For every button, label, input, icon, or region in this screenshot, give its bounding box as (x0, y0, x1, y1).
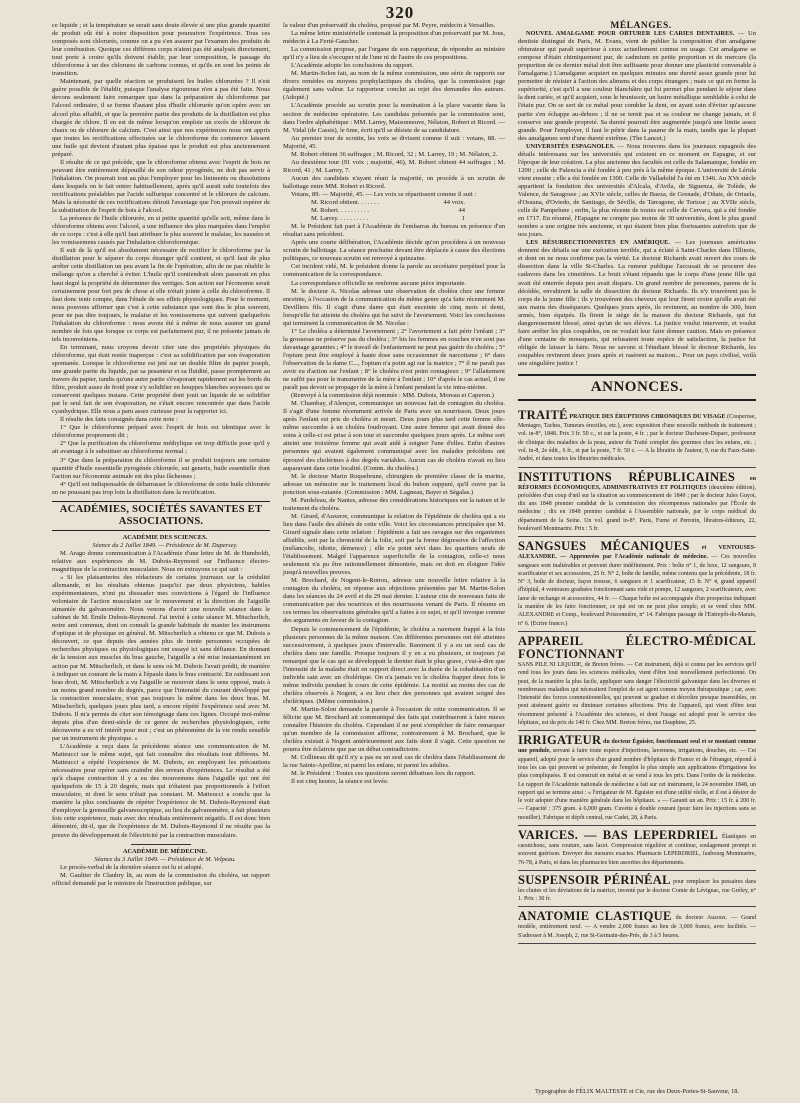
advert (518, 907, 756, 944)
paragraph: La commission propose, par l'organe de son rapporteur, de répondre au ministre qu'il n'y a lieu de s'occuper ni de l'une ni de l'autre de ces propositions. (283, 46, 505, 62)
vote-name: M. Robert. . . . . . . . . . (311, 207, 370, 215)
academy-heading: ACADÉMIE DE MÉDECINE. (122, 847, 208, 855)
advert (518, 537, 756, 632)
advert-tagline: PRATIQUE DES ÉRUPTIONS CHRONIQUES DU VISAGE (569, 414, 726, 421)
news-lead: LES RÉSURRECTIONNISTES EN AMÉRIQUE. (526, 239, 670, 247)
paragraph: 2° Que la purification du chloroforme méthylique est trop difficile pour qu'il y ait avantage à le substituer au chloroforme normal ; (52, 440, 270, 456)
paragraph: Le procès-verbal de la dernière séance est lu et adopté. (60, 863, 204, 871)
printer-footer: Typographie de FÉLIX MALTESTE et Cie, rue des Deux-Portes-St-Sauveur, 18. (534, 1088, 740, 1095)
paragraph: la valeur d'un préservatif du choléra, proposé par M. Peyre, médecin à Versailles. (283, 22, 496, 29)
advert (518, 826, 756, 871)
paragraph: Votans, 89. — Majorité, 45. — Les voix se répartissent comme il suit : (291, 190, 477, 198)
paragraph: La présence de l'huile chlorurée, en si petite quantité qu'elle soit, même dans le chloroforme obtenu avec l'alcool, a une influence des plus marquées dans l'emploi de ce corps : c'est à elle qu'il faut attribuer le plus souvent le malaise, les nausées et les vomissemens causés par l'inhalation chloroformique. (52, 215, 270, 247)
paragraph: En terminant, nous croyons devoir citer une des propriétés physiques du chloroforme, qui était restée inaperçue : c'est sa solidification par son évaporation spontanée. Lorsque le chloroforme est jeté sur un double filtre de papier joseph, une grande partie du liquide, par sa pesanteur et sa fluidité, passe promptement au travers du papier, tandis qu'une autre partie s'évaporant rapidement sur les bords du filtre, produit assez de froid pour s'y solidifier en houppes blanches soyeuses qui se conservent quelques instans. Cette propriété dont jouit un liquide de se solidifier par le seul fait de son évaporation, ne s'était encore rencontrée que dans l'acide cyanhydrique. Elle nous a paru assez curieuse pour la rapporter ici. (52, 343, 270, 416)
vote-name: M. Larrey. . . . . . . . . . (311, 215, 369, 223)
paragraph: L'Académie a reçu dans la précédente séance une communication de M. Matteucci sur le même sujet, qui fait connaître des résultats tout différens. M. Matteucci a répété l'expérience de M. Dubois, en employant les précautions nécessaires pour opérer sans craindre des erreurs d'expériences. Le résultat a été qu'à chaque contraction il y a eu des mouvemens dans l'aiguille qui ont été quelquefois de 15 à 20 degrés, mais qui n'étaient pas proportionnels à l'effort musculaire, ni dont le sens n'était pas constant. M. Matteucci a conclu que la manière la plus concluante de répéter l'expérience de M. Dubois-Reymond était d'employer la grenouille galvanoscopique, au lieu du galvanomètre, a fait plusieurs fois cette expérience, mais avec des résultats entièrement négatifs. Il est donc bien démontré, dit-il, que de l'expérience de M. Dubois-Reymond il ne résulte pas la preuve du développement de l'électricité par la contraction musculaire. (52, 742, 270, 839)
advert-text: du docteur Auzoux. — Grand modèle, entièrement neuf. — A vendre 2,000 francs au lieu de 3,000 francs, avec facilités. — S'adresser à M. Joseph, 2, rue St-Germain-des-Prés, de 3 à 5 heures. (518, 915, 756, 939)
advert-headline: VARICES. — BAS LEPERDRIEL (518, 828, 719, 842)
paragraph: ce liquide ; et la température se serait sans doute élevée si une plus grande quantité de produit eût été à notre disposition pour poursuivre l'expérience. Tous ces composés sont chlorurés, comme on a pu s'en assurer par l'examen des produits de leur combustion. Quoique ces différens corps n'aient pas été analysés directement, tout porte à croire qu'ils doivent établir, par leur composition, le passage du chloroforme à un des chlorures de carbone connus, et qu'ils en sont les points de transition. (52, 22, 270, 78)
news-item (518, 239, 756, 368)
paragraph: La même lettre ministérielle contenait la proposition d'un préservatif par M. Jous, médecin à La Ferté-Gaucher. (283, 30, 505, 46)
advert-text: (deuxième édition), précédées d'un coup d'œil sur la situation au commencement de 1849 ; par le docteur Jules Guyot, dix ans 1848 premier candidat de la commission des récompenses nationales par l'École de médecine ; dix en 1848 premier candidat à l'Assemblée nationale, par le corps médical du département de la Seine. Un vol. grand in-8°. Paris, Furne et Perrotin, libraires-éditeurs, 22, boulevard Montmartre. Prix : 5 fr. (518, 484, 756, 532)
session-line: Séance du 2 Juillet 1849. — Présidence de M. Dupersey. (92, 541, 238, 549)
paragraph: M. Arago donne communication à l'Académie d'une lettre de M. de Humboldt, relative aux expériences de M. Dubois-Reymond sur l'influence électro-magnétique de la contraction musculaire. Nous en extrayons ce qui suit : (52, 549, 270, 573)
paragraph: M. Robert obtient 36 suffrages ; M. Ricord, 32 ; M. Larrey, 19 ; M. Nélaton, 2. (291, 150, 498, 158)
advert-text: (Couperose, Mentagre, Taches, Tumeurs érectiles, etc.), avec exposition d'une nouvelle méthode de traitement ; vol. in-8°, 1848. Prix 3 fr. 50 c., et sur la poste, 4 fr. ; par le docteur Duchesne-Duparc, professeur de clinique des maladies de la peau, auteur du Traité complet des gourmes chez les enfans, etc. ; vol. in-8, 2e édit., 6 fr., et par la poste, 7 fr. 50 c. — A la librairie de l'auteur, 9, rue du Faux-Saint-André, et dans toutes les librairies médicales. (518, 414, 756, 463)
advert-text: SANS PILE NI LIQUIDE, de Breton frères. — Cet instrument, déjà si connu par les services qu'il rend tous les jours dans les sciences médicales, vient d'être tout nouvellement perfectionné. On peut, de la manière la plus facile, appliquer sans danger l'électricité galvanique dans les diverses et nombreuses maladies qui nécessitent l'emploi de cet agent comme moyen thérapeutique ; car, avec l'intensité des forces commotionnelles, qui peuvent se graduer et décroître presque insensibles, on peut aisément guérir ou diminuer certaines affections. Prix de l'appareil, qui vient d'être tout récemment présenté à l'Académie des sciences, et dont l'usage est adopté pour le service des hôpitaux, est du prix de 140 fr. Chez MM. Breton frères, rue Dauphine, 25. (518, 661, 756, 727)
column-middle (283, 22, 505, 786)
news-text: — Les journaux américains donnent des détails sur une exécution terrible, qui a éclaté à Saint-Charles dans l'Illinois, et dont on ne nous confirme pas la vérité. Le docteur Richards avait ouvert des cours de dissection dans la ville St-Charles. La rumeur publique l'accusait de se procurer des cadavres dans les cimetières. Le bruit s'étant répandu que le corps d'une jeune fille qui avait été enterrée depuis peu avait disparu. Un grand nombre de personnes, parens de la décédée, envahirent la salle de dissection du docteur Richards. Ils n'y trouvèrent pas le corps de la jeune fille ; ils y trouvèrent des cheveux qui leur firent croire qu'elle avait été aux mains des disséqueurs. Quelques jours après, ils revinrent, au nombre de 300, bien armés, bien équipés. Ils firent le siège de la maison du docteur Richards, qui fut dangereusement blessé, ainsi qu'un de ses élèves. La justice voulut intervenir, et voulut faire arrêter les plus coupables, on ne voulait leur faire donner caution. Mais en présence d'une centaine de mousquets, qui refusaient toute espèce de satisfaction, la justice fut obligée de laisser la faire. Nous ne savons si l'étudiant blessé le docteur Richards, les coupables revinrent deux jours après et rasèrent sa maison... Pour un pays civilisé, voilà une singulière justice ! (518, 239, 756, 367)
paragraph: M. le docteur A. Nicolas adresse une observation de choléra chez une femme enceinte, à l'occasion de la communication du même genre qu'a faite récemment M. Devilliers fils. Il s'agit d'une dame qui était enceinte de cinq mois et demi, lorsqu'elle fut atteinte du choléra qui fut suivi de l'avortement. Voici les conclusions qui terminent la communication de M. Nicolas : (283, 287, 505, 327)
paragraph: (Renvoyé à la commission déjà nommée : MM. Dubois, Moreau et Caperon.) (291, 392, 494, 400)
advert-text: pour remplacer les pessaires dans les chutes et les déviations de la matrice, inventé par le docteur Comte de Lévignac, rue Gréfey, n° 1. Prix : 30 fr. (518, 878, 757, 903)
paragraph: L'Académie procède au scrutin pour la nomination à la place vacante dans la section de médecine opératoire. Les candidats présentés par la commission sont, dans l'ordre alphabétique : MM. Larrey, Maisonneuve, Nélaton, Robert et Ricord. — M. Vidal (de Cassis), le 6me, écrit qu'il se désiste de sa candidature. (283, 102, 505, 134)
paragraph: Il résulte des faits consignés dans cette note : (60, 416, 178, 424)
paragraph: Depuis le commencement de l'épidémie, le choléra a rarement frappé à la fois plusieurs personnes de la même maison. Ces différentes personnes ont été atteintes successivement, à quelques jours d'intervalle. Rarement il y a eu un seul cas de choléra dans une famille. Presque toujours il y en a eu plusieurs, et toujours j'ai remarqué que le cas qui se développait le dernier était le plus grave, c'est-à-dire que l'intensité de la maladie était en rapport direct avec la durée de la cohabitation d'un individu sain avec un cholérique. On n'a jamais vu le choléra frapper deux fois le même individu pendant le cours de cette épidémie. La moitié au moins des cas de choléra observés à Nogent, a eu lieu chez des personnes qui avaient soigné des cholériques. (Même commission.) (283, 625, 505, 705)
vote-count: 44 voix. (443, 199, 465, 207)
advert-headline: SANGSUES MÉCANIQUES (518, 539, 690, 554)
paragraph: « Si les plaisanteries des rédacteurs de certains journaux sur la crédulité allemande, ni les résultats obtenus jusqu'ici par deux physiciens, habiles expérimentateurs, n'ont pu dissuader mes convictions à l'égard de l'influence volontaire de l'action musculaire sur le mouvement et la direction de l'aiguille aimantée du galvanomètre. Nous venons d'avoir une nouvelle séance dans le cabinet de M. Émile Dubois-Reymond. J'ai invité à cette séance M. Mitscherlich, notre ami commun, dont on connaît la grande habitude de manier les instrumens d'optique et de physique en général. M. Mitscherlich a obtenu ce que M. Dubois a découvert, ce que depuis des années plus de trente personnes occupées de recherches physiques ou physiologiques ont essayé ici sans défiance. En donnant de la tension aux muscles du bras gauche, l'aiguille a été mise instantanément en action par M. Mitscherlich, et dans le sens où M. Dubois l'avait prédit, de manière à indiquer un courant de la main à l'épaule dans le bras contracté. En raidissant son bras droit, M. Mitscherlich a vu l'aiguille se mouvoir dans le sens opposé, mais à un moins grand nombre de degrés, parce que l'intensité du courant développé par la contraction musculaire, n'est pas toujours le même dans les deux bras. M. Mitscherlich, quelques jours plus tard, a encore répété l'expérience seul avec M. Dubois. Il m'a permis de citer son témoignage dans ces lignes. Occupé moi-même depuis plus d'un demi-siècle de ce genre de recherches physiologiques, cette découverte a eu vif intérêt pour moi ; c'est un phénomène de la vie rendu sensible par un instrument de physique. » (52, 574, 270, 742)
advert-headline: ANATOMIE CLASTIQUE (518, 909, 672, 924)
page-number: 320 (385, 3, 415, 22)
paragraph: Maintenant, par quelle réaction se produisent les huiles chlorurées ? Il n'est guère possible de l'établir, puisque l'analyse rigoureuse n'en a pas été faite. Nous devons seulement faire remarquer que dans la préparation du chloroforme par l'alcool ordinaire, il se forme d'autant plus d'huile chlorurée qu'on opère avec un alcool plus affaibli, et que la première partie des produits de la distillation est plus chargée de chlore. Il en est de même lorsqu'on emploie un excès de chlorure de chaux ou de chlorure de calcium. C'est ainsi que nos expériences nous ont appris que toutes les rectifications effectuées sur le chloroforme du commerce laissent une huile qui devient d'autant plus épaisse que le produit est plus anciennement préparé. (52, 78, 270, 158)
advert-headline: INSTITUTIONS RÉPUBLICAINES (518, 469, 736, 484)
paragraph: M. le Président fait part à l'Académie de l'embarras du bureau en présence d'un résultat sans précédent. (283, 223, 505, 239)
vote-count: 1 (461, 215, 465, 223)
academy-heading: ACADÉMIE DES SCIENCES. (122, 533, 208, 541)
news-lead: NOUVEL AMALGAME POUR OBTURER LES CARIES DENTAIRES. (526, 30, 735, 38)
advert-headline: TRAITÉ (518, 408, 568, 423)
advert-text: servant à faire toute espèce d'injections, lavemens, irrigations, douches, etc. — Cet appareil, adopté pour le service d'un grand nombre d'hôpitaux de France et de l'étranger, répond à tous les cas qui peuvent se présenter, de l'emploi le plus simple aux applications d'irrigations les plus compliquées. Il est construit en métal et se vend à tous les prix. Dans l'ordre de la médecine. Le rapport de l'Académie nationale de médecine a fait sur cet instrument, le 24 novembre 1848, un rapport qui se termine ainsi : « l'irrigateur de M. Éguisier est d'une utilité réelle, et il est à désirer de le voir adopter d'une manière générale dans les hôpitaux. » — Garanti un an. Prix : 15 fr. à 200 fr. — Capacité : 375 gram. à 6,000 gram. Cuvette à double courant (pour faire les injections sans se mouiller). Fabrique et dépôt central, rue Cadet, 28, à Paris. (518, 748, 756, 821)
paragraph: M. Chambay, d'Alençon, communique un nouveau fait de contagion du choléra. Il s'agit d'une femme récemment arrivée de Paris avec un nourrisson. Deux jours après l'enfant est pris de choléra et meurt. Deux jours plus tard cette femme elle-même succombe à un choléra foudroyant. Une autre femme qui avait donné des soins à celle-ci est prise à son tour et succombe quelques jours après. Le même sort atteint une troisième femme qui avait aidé à soigner l'une d'elles. Enfin d'autres personnes qui avaient également communiqué avec les malades précédens ont éprouvé des cholérines à des degrés variables. Aucun cas de choléra n'avait eu lieu auparavant dans cette localité. (Comm. du choléra.) (283, 400, 505, 472)
paragraph: 3° Que dans la préparation du chloroforme il se produit toujours une certaine quantité d'huile essentielle pyrogénée chlorurée, sui generis, huile essentielle dont l'action sur l'économie animale est des plus fâcheuses ; (52, 456, 270, 480)
paragraph: Après une courte délibération, l'Académie décide qu'on procédera à un nouveau scrutin de ballottage. La séance prochaine devant être déplacée à cause des élections politiques, ce nouveau scrutin est renvoyé à quinzaine. (283, 239, 505, 263)
paragraph: Au premier tour de scrutin, les voix se divisent comme il suit : votans, 88. — Majorité, 45. (283, 134, 505, 150)
advert-headline: APPAREIL ÉLECTRO-MÉDICAL FONCTIONNANT (518, 633, 756, 661)
paragraph: Au deuxième tour (91 voix ; majorité, 46), M. Robert obtient 44 suffrages ; M. Ricord, 41 ; M. Larrey, 7. (283, 158, 505, 174)
paragraph: M. Martin-Solon demande la parole à l'occasion de cette communication. Il se félicite que M. Brochard ait communiqué des faits qui contribueront à faire mieux connaître l'histoire du choléra. Cependant il ne peut s'empêcher de faire remarquer qu'un membre de la commission affirme, contrairement à M. Brochard, que le choléra existait à Nogent antérieurement aux faits dont il s'agit. Cette question ne pourra être éclaircie que par un débat contradictoire. (283, 705, 505, 754)
news-lead: UNIVERSITÉS ESPAGNOLES. (526, 142, 615, 150)
advert-tagline: ou RÉFORMES ÉCONOMIQUES, ADMINISTRATIVES ET POLITIQUES (518, 475, 756, 491)
paragraph: Il résulte de ce qui précède, que le chloroforme obtenu avec l'esprit de bois ne pouvant être entièrement dépouillé de son odeur pyrogénée, ne doit pas servir à l'inhalation. On pourrait tout au plus l'employer pour les liniments ou dissolutions dans lesquels on le fait entrer habituellement, après qu'il aurait subi toutefois des rectifications préalables par l'acide sulfurique concentré et le chlorure de calcium. Mais la nécessité de ces rectifications détruit l'avantage que l'on pouvait espérer de la substitution de l'esprit de bois à l'alcool. (52, 158, 270, 215)
advert-text: Élastiques en caoutchouc, sans couture, sans lacet. Compression régulière et continue, soulagement prompt et souvent guérison. Envoyer des mesures exactes. Pharmacie LEPERDRIEL, faubourg Montmartre, 76-78, à Paris, et dans les pharmacies bien assorties des départements. (518, 834, 756, 866)
paragraph: 1° Le choléra a déterminé l'avortement ; 2° l'avortement a fait périr l'enfant ; 3° la grossesse ne préserve pas du choléra ; 3° bis les femmes en couches n'en sont pas davantage garanties ; 4° le travail de l'enfantement ne peut pas guérir du choléra ; 5° l'opium peut être employé à haute dose sans occasionner de narcotisme ; 6° dans l'observation de la dame C..., l'opium n'a point agi sur la matrice ; 7° il ne paraît pas avoir eu d'action sur l'enfant ; 8° le choléra n'est point contagieux ; 9° l'allaitement ne suffit pas pour le transmettre de la mère à l'enfant ; 10° d'après le cas actuel, il ne paraît pas devoir se propager de la mère à l'enfant pendant la vie intra-utérine. (283, 327, 505, 392)
paragraph: M. Pardeleau, de Nantes, adresse des considérations historiques sur la nature et le traitement du choléra. (283, 496, 505, 512)
vote-row (283, 207, 505, 215)
divider (131, 844, 191, 845)
vote-name: M. Ricord obtient. . . . . . . (311, 199, 380, 207)
paragraph: M. le docteur Marin Roquebrune, chirurgien de première classe de la marine, adresse un mémoire sur le traitement local du bubon suppuré, qu'il ouvre par la ponction sous-cutanée. (Commission : MM. Lagneau, Bayer et Ségalas.) (283, 472, 505, 496)
paragraph: L'Académie adopte les conclusions du rapport. (291, 62, 414, 70)
session-line: Séance du 3 Juillet 1849. — Présidence de M. Velpeau. (94, 855, 236, 863)
advert-headline: IRRIGATEUR (518, 733, 602, 748)
paragraph: M. Martin-Solon fait, au nom de la même commission, une série de rapports sur divers remèdes ou moyens prophylactiques du choléra, que la commission juge également sans valeur. Le rapporteur conclut au rejet des demandes des auteurs. (Adopté.) (283, 70, 505, 102)
vote-count: 44 (458, 207, 465, 215)
advert (518, 731, 756, 826)
paragraph: M. le Président : Toutes ces questions seront débattues lors du rapport. (291, 770, 476, 778)
paragraph: M. Gaultier de Claubry lit, au nom de la commission du choléra, un rapport officiel demandé par le ministre de l'instruction publique, sur (52, 871, 270, 887)
melanges-title: MÉLANGES. (610, 21, 672, 31)
news-text: — Un dentiste distingué de Paris, M. Evans, vient de publier la composition d'un amalgame obturateur qui paraît supérieur à ceux actuellement connus en usage. Cet amalgame se compose d'étain chimiquement pur, de cadmium en petite proportion et de mercure (la proportion de ce dernier métal doit être suffisante pour donner une plasticité convenable à l'amalgame.) L'amalgame acquiert en quelques minutes une dureté assez grande pour lui permettre de résister à l'action des alimens et des corps étrangers ; mais ce qui en forme la supériorité, c'est qu'il a une couleur blanchâtre qui lui permet plus pendant le séjour dans la dent cariée, et qu'il acquiert, sous le brunissoir, un lustre métallique semblable à celui de l'étain pur. On se sert de ce métal pour combler la dent, en ayant soin d'éviter qu'aucune partie s'en échappe au-dehors ; il ne se ternit pas et sa couleur ne change jamais, et il conserve une grande propreté. Sa dureté pourrait être augmentée jusqu'à une limite assez grande. Pour l'employer, il faut le pétrir dans la paume de la main, tandis que la plupart des amalgames sont d'une dureté extrême. (The Lancet.) (518, 30, 756, 142)
advert (518, 468, 756, 538)
paragraph: La correspondance officielle ne renferme aucune pièce importante. (291, 279, 467, 287)
paragraph: Aucun des candidats n'ayant réuni la majorité, on procède à un scrutin de ballottage entre MM. Robert et Ricord. (283, 174, 505, 190)
news-item (518, 30, 756, 143)
paragraph: Il est cinq heures, la séance est levée. (291, 778, 389, 786)
vote-row (283, 199, 505, 207)
paragraph: M. Brochard, de Nogent-le-Rotrou, adresse une nouvelle lettre relative à la contagion du choléra, en réponse aux objections présentées par M. Martin-Solon dans les séances du 24 avril et du 29 mai dernier. L'auteur cite de nouveaux faits de communication par des nourrices et des nourrissons venant de Paris. Il résume en ces termes les observations générales qu'il a faites à ce sujet, et qu'il invoque comme des arguments en faveur de la contagion. (283, 577, 505, 625)
paragraph: M. Girard, d'Auxerre, communique la relation de l'épidémie de choléra qui a eu lieu dans l'asile des aliénés de cette ville. Voici les circonstances principales que M. Girard signale dans cette relation : l'épidémie a fait ses ravages sur des organismes affaiblis, soit par la chronicité de la folie, soit par la forme dégressive de l'affection (mélancolie, idiotie, démence) ; elle n'a point sévi dans les quartiers neufs de l'établissement. Malgré l'apparence superficielle de la contagion, celle-ci nous seulement n'a pu être rationnellement démontrée, mais on doit en éloigner l'idée jusqu'à nouvelles preuves. (283, 512, 505, 577)
advert (518, 632, 756, 731)
advert-tagline: et VENTOUSES-ALEXANDRE. — Approuvées par l'Académie nationale de médecine. (518, 545, 756, 561)
paragraph: Cet incident vidé, M. le président donne la parole au secrétaire perpétuel pour la communication de la correspondance. (283, 263, 505, 279)
paragraph: 4° Qu'il est indispensable de débarrasser le chloroforme de cette huile chlorurée en ne poussant pas trop loin la distillation dans la rectification. (52, 480, 270, 496)
column-left (52, 22, 270, 888)
advert (518, 406, 756, 467)
vote-row (283, 215, 505, 223)
advert-headline: SUSPENSOIR PÉRINÉAL (518, 872, 671, 887)
paragraph: M. Collineau dit qu'il n'y a pas eu un seul cas de choléra dans l'établissement de la rue Sainte-Apolline, ni parmi les enfans, ni parmi les adultes. (283, 754, 505, 770)
paragraph: Il suit de là qu'il est absolument nécessaire de rectifier le chloroforme par la distillation pour le séparer du corps étranger qu'il contient, et qu'il faut de plus arrêter cette distillation un peu avant la fin de l'opération, afin de ne pas rétablir le mélange qu'on a cherché à éviter. L'huile qu'il contiendrait alors passerait en plus haut degré la propriété de déterminer des vertiges. Son action sur l'économie serait certainement pour fort peu de chose si elle n'était jointe à celle du chloroforme. Il faut donc tenir compte, dans l'étude de ses effets physiologiques. Pour le moment, nous pouvons affirmer que c'est à cette substance que sont dus le plus souvent, pour ne pas dire toujours, le malaise et les vomissemens qui suivent quelquefois l'inhalation du chloroforme : nous avons été à même de nous assurer un grand nombre de fois que lorsque ce corps est parfaitement pur, il ne présente jamais de tels inconvéniens. (52, 247, 270, 343)
column-right (518, 22, 756, 944)
news-item (518, 143, 756, 240)
advert (518, 871, 756, 908)
advert-tagline: du docteur Éguisier, fonctionnant seul et se montant comme une pendule, (518, 739, 756, 755)
advert-text: — Ces nouvelles sangsues sont inaltérables et peuvent durer indéfiniment. Prix : boîte n° 1, de luxe, 12 sangsues, 8 scarificateur et ses accessoires, 25 fr. N° 2, boîte de famille, même contenu que la précédente, 18 fr. N° 3, boîte de docteur, façon trousse, 6 sangsues et 1 scarificateur, 15 fr. N° 4, grand appareil d'hôpital, 4 ventouses graduées fonctionnant sans vide et pompe, 12 sangsues, 2 scarificateurs, avec lame de rechange et accessoires, 44 fr. — Chaque boîte est accompagnée d'un prospectus indiquant la manière de les faire fonctionner, ce qui est on ne peut plus simple, et se vend chez MM. ALEXANDRE et Comp., boulevard Poissonnière, n° 14. Fabrique passage de l'Entrepôt-du-Marais, n° 6. (Ecrire franco.) (518, 554, 756, 627)
news-text: — Nous trouvons dans les journaux espagnols des détails intéressans sur les universités qui existent en ce moment en Espagne, et sur l'époque de leur création. La plus ancienne des facultés est celle de Salamanque, fondée en 1200 ; celle de Palencia a été fondée à peu près à la même époque. L'université de Lérida vient ensuite ; elle a été fondée en 1300. Celle de Valladolid l'a été en 1346. Au XVe siècle appartient la fondation des universités d'Alcala, d'Avila, de Siguenza, de Tolède, de Valence, de Saragosse ; au XVIe siècle, celles de Baeza, de Grenade, d'Oñate, de Oriuela, d'Ossuna, d'Oviedo, de Santiago, de Séville, de Tarragone, de Tortose ; au XVIIe siècle, celle de Pampelune ; enfin, la plus récente de toutes est celle de Cervera, qui a été fondée en 1717. En résumé, l'Espagne ne compte pas moins de 30 universités, dont le plus grand nombre a une origine très ancienne, et qui étaient bien plus florissantes autrefois que de nos jours. (518, 142, 756, 239)
section-title: ACADÉMIES, SOCIÉTÉS SAVANTES ET ASSOCIATIONS. (52, 501, 270, 531)
paragraph: 1° Que le chloroforme préparé avec l'esprit de bois est identique avec le chloroforme proprement dit ; (52, 424, 270, 440)
annonces-title: ANNONCES. (518, 374, 756, 401)
